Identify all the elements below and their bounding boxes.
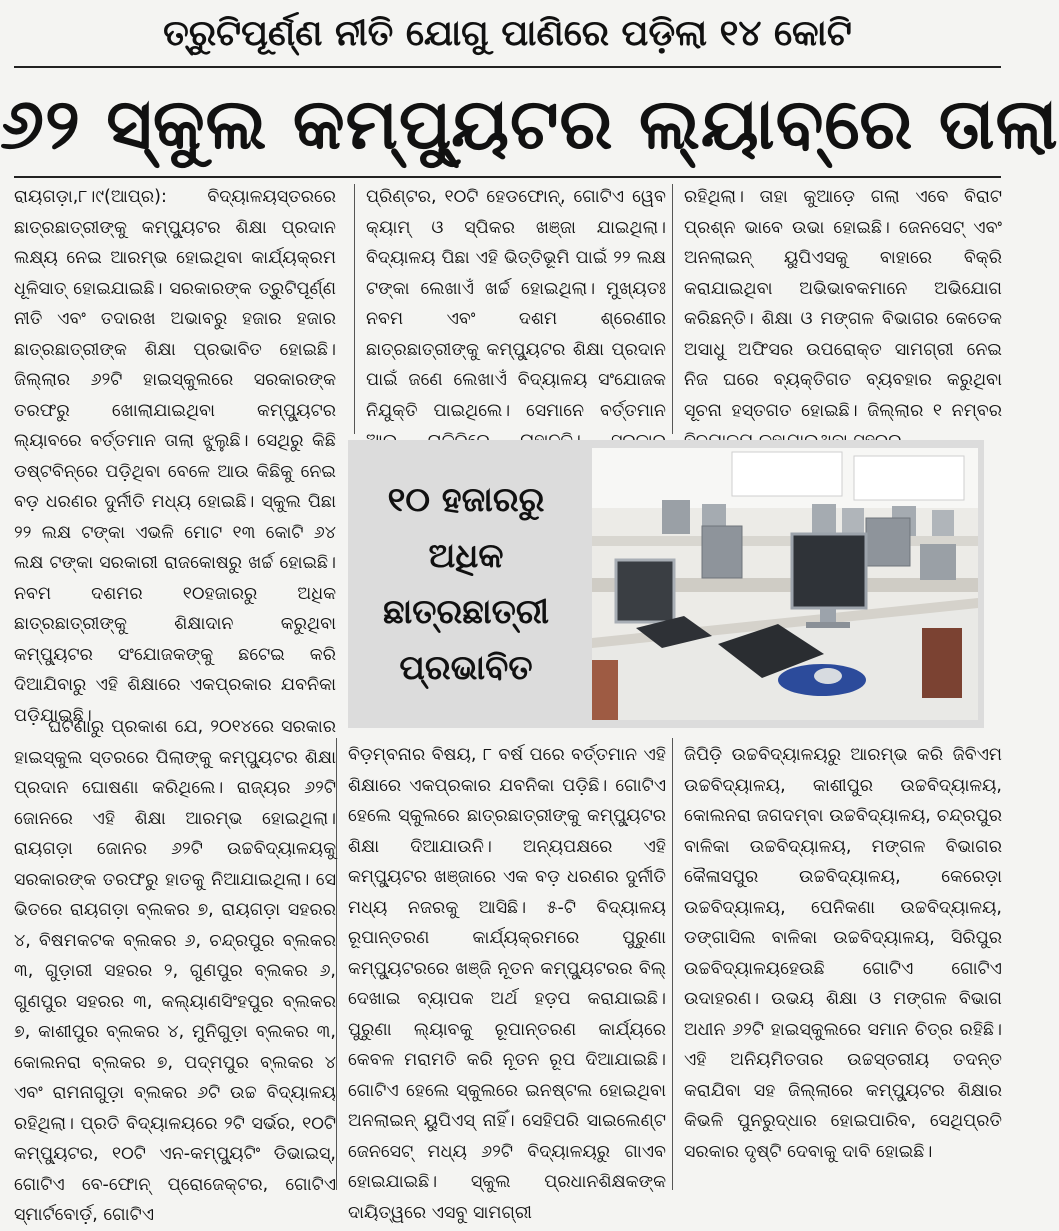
headline-rule <box>14 176 1001 178</box>
kicker-headline: ତ୍ରୁଟିପୂର୍ଣ୍ଣ ନୀତି ଯୋଗୁ ପାଣିରେ ପଡ଼ିଲା ୧୪ କୋଟି <box>163 13 852 54</box>
column-3-top <box>684 182 1002 430</box>
article-paragraph: ଘଟଣାରୁ ପ୍ରକାଶ ଯେ, ୨୦୧୪ରେ ସରକାର ହାଇସ୍କୁଲ ସ୍ତରରେ ପିଲାଙ୍କୁ କମ୍ପ୍ୟୁଟର ଶିକ୍ଷା ପ୍ରଦାନ ଘୋଷଣା କରିଥିଲେ। ରାଜ୍ୟର ୬୨ଟି ଜୋନରେ ଏହି ଶିକ୍ଷା ଆରମ୍ଭ ହୋଇଥିଲା। ରାୟଗଡ଼ା ଜୋନର ୬୨ଟି ଉଚ୍ଚବିଦ୍ୟାଳୟକୁ ସରକାରଙ୍କ ତରଫରୁ ହାତକୁ ନିଆଯାଇଥିଲା। ସେ ଭିତରେ ରାୟଗଡ଼ା ବ୍ଲକର ୭, ରାୟଗଡ଼ା ସହରର ୪, ବିଷମକଟକ ବ୍ଲକର ୬, ଚନ୍ଦ୍ରପୁର ବ୍ଲକର ୩, ଗୁଡ଼ାରୀ ସହରର ୨, ଗୁଣପୁର ବ୍ଲକର ୬, ଗୁଣପୁର ସହରର ୩, କଲ୍ୟାଣସିଂହପୁର ବ୍ଲକର ୭, କାଶୀପୁର ବ୍ଲକର ୪, ମୁନିଗୁଡ଼ା ବ୍ଲକର ୩, କୋଲନରା ବ୍ଲକର ୭, ପଦ୍ମପୁର ବ୍ଲକର ୪ ଏବଂ ରାମନାଗୁଡ଼ା ବ୍ଲକର ୬ଟି ଉଚ୍ଚ ବିଦ୍ୟାଳୟ ରହିଥିଲା। ପ୍ରତି ବିଦ୍ୟାଳୟରେ ୨ଟି ସର୍ଭର, ୧୦ଟି କମ୍ପ୍ୟୁଟର, ୧୦ଟି ଏନ-କମ୍ପ୍ୟୁଟିଂ ଡିଭାଇସ୍, ଗୋଟିଏ ବେ-ଫୋନ୍ ପ୍ରୋଜେକ୍ଟର, ଗୋଟିଏ ସ୍ମାର୍ଟବୋର୍ଡ଼, ଗୋଟିଏ <box>14 717 336 1225</box>
column-3-bottom <box>684 740 1002 1194</box>
column-2-top <box>366 182 666 430</box>
column-1-bottom <box>14 712 336 1225</box>
article-paragraph: ଜିପିଡ଼ି ଉଚ୍ଚବିଦ୍ୟାଳୟରୁ ଆରମ୍ଭ କରି ଜିବିଏମ ଉଚ୍ଚବିଦ୍ୟାଳୟ, କାଶୀପୁର ଉଚ୍ଚବିଦ୍ୟାଳୟ, କୋଲନରା ଜଗଦମ୍ବା ଉଚ୍ଚବିଦ୍ୟାଳୟ, ଚନ୍ଦ୍ରପୁର ବାଳିକା ଉଚ୍ଚବିଦ୍ୟାଳୟ, ମଙ୍ଗଳ ବିଭାଗର କୈଳାସପୁର ଉଚ୍ଚବିଦ୍ୟାଳୟ, କେରେଡ଼ା ଉଚ୍ଚବିଦ୍ୟାଳୟ, ପେନିକଣା ଉଚ୍ଚବିଦ୍ୟାଳୟ, ଡଙ୍ଗାସିଲ ବାଳିକା ଉଚ୍ଚବିଦ୍ୟାଳୟ, ସିରିପୁର ଉଚ୍ଚବିଦ୍ୟାଳୟହେଉଛି ଗୋଟିଏ ଗୋଟିଏ ଉଦାହରଣ। ଉଭୟ ଶିକ୍ଷା ଓ ମଙ୍ଗଳ ବିଭାଗ ଅଧୀନ ୬୨ଟି ହାଇସ୍କୁଲରେ ସମାନ ଚିତ୍ର ରହିଛି। ଏହି ଅନିୟମିତତାର ଉଚ୍ଚସ୍ତରୀୟ ତଦନ୍ତ କରାଯିବା ସହ ଜିଲ୍ଲାରେ କମ୍ପ୍ୟୁଟର ଶିକ୍ଷାର କିଭଳି ପୁନରୁଦ୍ଧାର ହୋଇପାରିବ, ସେଥିପ୍ରତି ସରକାର ଦୃଷ୍ଟି ଦେବାକୁ ଦାବି ହୋଇଛି। <box>684 745 1002 1162</box>
article-paragraph: ବିଡ଼ମ୍ବନାର ବିଷୟ, ୮ ବର୍ଷ ପରେ ବର୍ତ୍ତମାନ ଏହି ଶିକ୍ଷାରେ ଏକପ୍ରକାର ଯବନିକା ପଡ଼ିଛି। ଗୋଟିଏ ହେଲେ ସ୍କୁଲରେ ଛାତ୍ରଛାତ୍ରୀଙ୍କୁ କମ୍ପ୍ୟୁଟର ଶିକ୍ଷା ଦିଆଯାଉନି। ଅନ୍ୟପକ୍ଷରେ ଏହି କମ୍ପ୍ୟୁଟର ଖଞ୍ଜାରେ ଏକ ବଡ଼ ଧରଣର ଦୁର୍ନୀତି ମଧ୍ୟ ନଜରକୁ ଆସିଛି। ୫-ଟି ବିଦ୍ୟାଳୟ ରୂପାନ୍ତରଣ କାର୍ଯ୍ୟକ୍ରମରେ ପୁରୁଣା କମ୍ପ୍ୟୁଟରରେ ଖଞ୍ଜି ନୂତନ କମ୍ପ୍ୟୁଟରର ବିଲ୍ ଦେଖାଇ ବ୍ୟାପକ ଅର୍ଥ ହଡ଼ପ କରାଯାଇଛି। ପୁରୁଣା ଲ୍ୟାବକୁ ରୂପାନ୍ତରଣ କାର୍ଯ୍ୟରେ କେବଳ ମରାମତି କରି ନୂତନ ରୂପ ଦିଆଯାଇଛି। ଗୋଟିଏ ହେଲେ ସ୍କୁଲରେ ଇନଷ୍ଟଲ ହୋଇଥିବା ଅନଲାଇନ୍ ୟୁପିଏସ୍ ନାହିଁ। ସେହିପରି ସାଇଲେଣ୍ଟ ଜେନସେଟ୍ ମଧ୍ୟ ୬୨ଟି ବିଦ୍ୟାଳୟରୁ ଗାଏବ ହୋଇଯାଇଛି। ସ୍କୁଲ ପ୍ରଧାନଶିକ୍ଷକଙ୍କ ଦାୟିତ୍ୱରେ ଏସବୁ ସାମଗ୍ରୀ <box>348 745 666 1223</box>
main-headline: ୬୨ ସ୍କୁଲ କମ୍ପ୍ୟୁଟର ଲ୍ୟାବ୍‌ରେ ତାଲା <box>0 83 1059 165</box>
top-rule <box>14 66 1001 68</box>
column-rule-3 <box>336 738 337 1190</box>
highlight-line: ଅଧିକ <box>428 536 504 576</box>
highlight-line: ପ୍ରଭାବିତ <box>399 648 533 688</box>
computer-lab-photo <box>592 448 978 720</box>
column-rule-4 <box>672 738 673 1190</box>
highlight-box <box>348 440 984 728</box>
computer-lab-illustration <box>592 448 978 720</box>
column-2-bottom <box>348 740 666 1223</box>
highlight-line: ଛାତ୍ରଛାତ୍ରୀ <box>382 592 550 632</box>
article-paragraph: ପ୍ରିଣ୍ଟର, ୧୦ଟି ହେଡଫୋନ୍, ଗୋଟିଏ ୱେବ କ୍ୟାମ୍ ଓ ସ୍ପିକର ଖଞ୍ଜା ଯାଇଥିଲା। ବିଦ୍ୟାଳୟ ପିଛା ଏହି ଭିତ୍ତିଭୂମି ପାଇଁ ୨୨ ଲକ୍ଷ ଟଙ୍କା ଲେଖାଏଁ ଖର୍ଚ୍ଚ ହୋଇଥିଲା। ମୁଖ୍ୟତଃ ନବମ ଏବଂ ଦଶମ ଶ୍ରେଣୀର ଛାତ୍ରଛାତ୍ରୀଙ୍କୁ କମ୍ପ୍ୟୁଟର ଶିକ୍ଷା ପ୍ରଦାନ ପାଇଁ ଜଣେ ଲେଖାଏଁ ବିଦ୍ୟାଳୟ ସଂଯୋଜକ ନିଯୁକ୍ତି ପାଇଥିଲେ। ସେମାନେ ବର୍ତ୍ତମାନ <box>366 187 666 421</box>
highlight-text <box>354 446 578 722</box>
highlight-line: ୧୦ ହଜାରରୁ <box>387 480 545 520</box>
article-paragraph: ରାୟଗଡ଼ା,୮।୯(ଆପ୍ର): ବିଦ୍ୟାଳୟସ୍ତରରେ ଛାତ୍ରଛାତ୍ରୀଙ୍କୁ କମ୍ପ୍ୟୁଟର ଶିକ୍ଷା ପ୍ରଦାନ ଲକ୍ଷ୍ୟ ନେଇ ଆରମ୍ଭ ହୋଇଥିବା କାର୍ଯ୍ୟକ୍ରମ ଧୂଳିସାତ୍ ହୋଇଯାଇଛି। ସରକାରଙ୍କ ତ୍ରୁଟିପୂର୍ଣ୍ଣ ନୀତି ଏବଂ ତଦାରଖ ଅଭାବରୁ ହଜାର ହଜାର ଛାତ୍ରଛାତ୍ରୀଙ୍କ ଶିକ୍ଷା ପ୍ରଭାବିତ ହୋଇଛି। ଜିଲ୍ଲାର ୬୨ଟି ହାଇସ୍କୁଲରେ ସରକାରଙ୍କ ତରଫରୁ ଖୋଲାଯାଇଥିବା କମ୍ପ୍ୟୁଟର ଲ୍ୟାବରେ ବର୍ତ୍ତମାନ ତାଲା ଝୁଲୁଛି। ସେଥିରୁ କିଛି ଡଷ୍ଟବିନ୍‌ରେ ପଡ଼ିଥିବା ବେଳେ ଆଉ କିଛିକୁ ନେଇ ବଡ଼ ଧରଣର ଦୁର୍ନୀତି ମଧ୍ୟ ହୋଇଛି। ସ୍କୁଲ ପିଛା ୨୨ ଲକ୍ଷ ଟଙ୍କା ଏଭଳି ମୋଟ ୧୩ କୋଟି ୬୪ ଲକ୍ଷ ଟଙ୍କା ସରକାରୀ ରାଜକୋଷରୁ ଖର୍ଚ୍ଚ ହୋଇଛି। ନବମ ଦଶମର ୧୦ହଜାରରୁ ଅଧିକ ଛାତ୍ରଛାତ୍ରୀଙ୍କୁ ଶିକ୍ଷାଦାନ କରୁଥିବା କମ୍ପ୍ୟୁଟର ସଂଯୋଜକଙ୍କୁ ଛଟେଇ କରି ଦିଆଯିବାରୁ ଏହି ଶିକ୍ଷାରେ ଏକପ୍ରକାର ଯବନିକା ପଡ଼ିଯାଇଛି। <box>14 187 336 726</box>
column-rule-1 <box>354 184 355 434</box>
column-1-top <box>14 182 336 726</box>
article-paragraph: ରହିଥିଲା। ତାହା କୁଆଡ଼େ ଗଲା ଏବେ ବିରାଟ ପ୍ରଶ୍ନ ଭାବେ ଉଭା ହୋଇଛି। ଜେନସେଟ୍ ଏବଂ ଅନଲାଇନ୍ ୟୁପିଏସକୁ ବାହାରେ ବିକ୍ରି କରାଯାଇଥିବା ଅଭିଭାବକମାନେ ଅଭିଯୋଗ କରିଛନ୍ତି। ଶିକ୍ଷା ଓ ମଙ୍ଗଳ ବିଭାଗର କେତେକ ଅସାଧୁ ଅଫିସର ଉପରୋକ୍ତ ସାମଗ୍ରୀ ନେଇ ନିଜ ଘରେ ବ୍ୟକ୍ତିଗତ ବ୍ୟବହାର କରୁଥିବା ସୂଚନା ହସ୍ତଗତ ହୋଇଛି। ଜିଲ୍ଲାର ୧ ନମ୍ବର <box>684 187 1002 421</box>
column-rule-2 <box>672 184 673 434</box>
